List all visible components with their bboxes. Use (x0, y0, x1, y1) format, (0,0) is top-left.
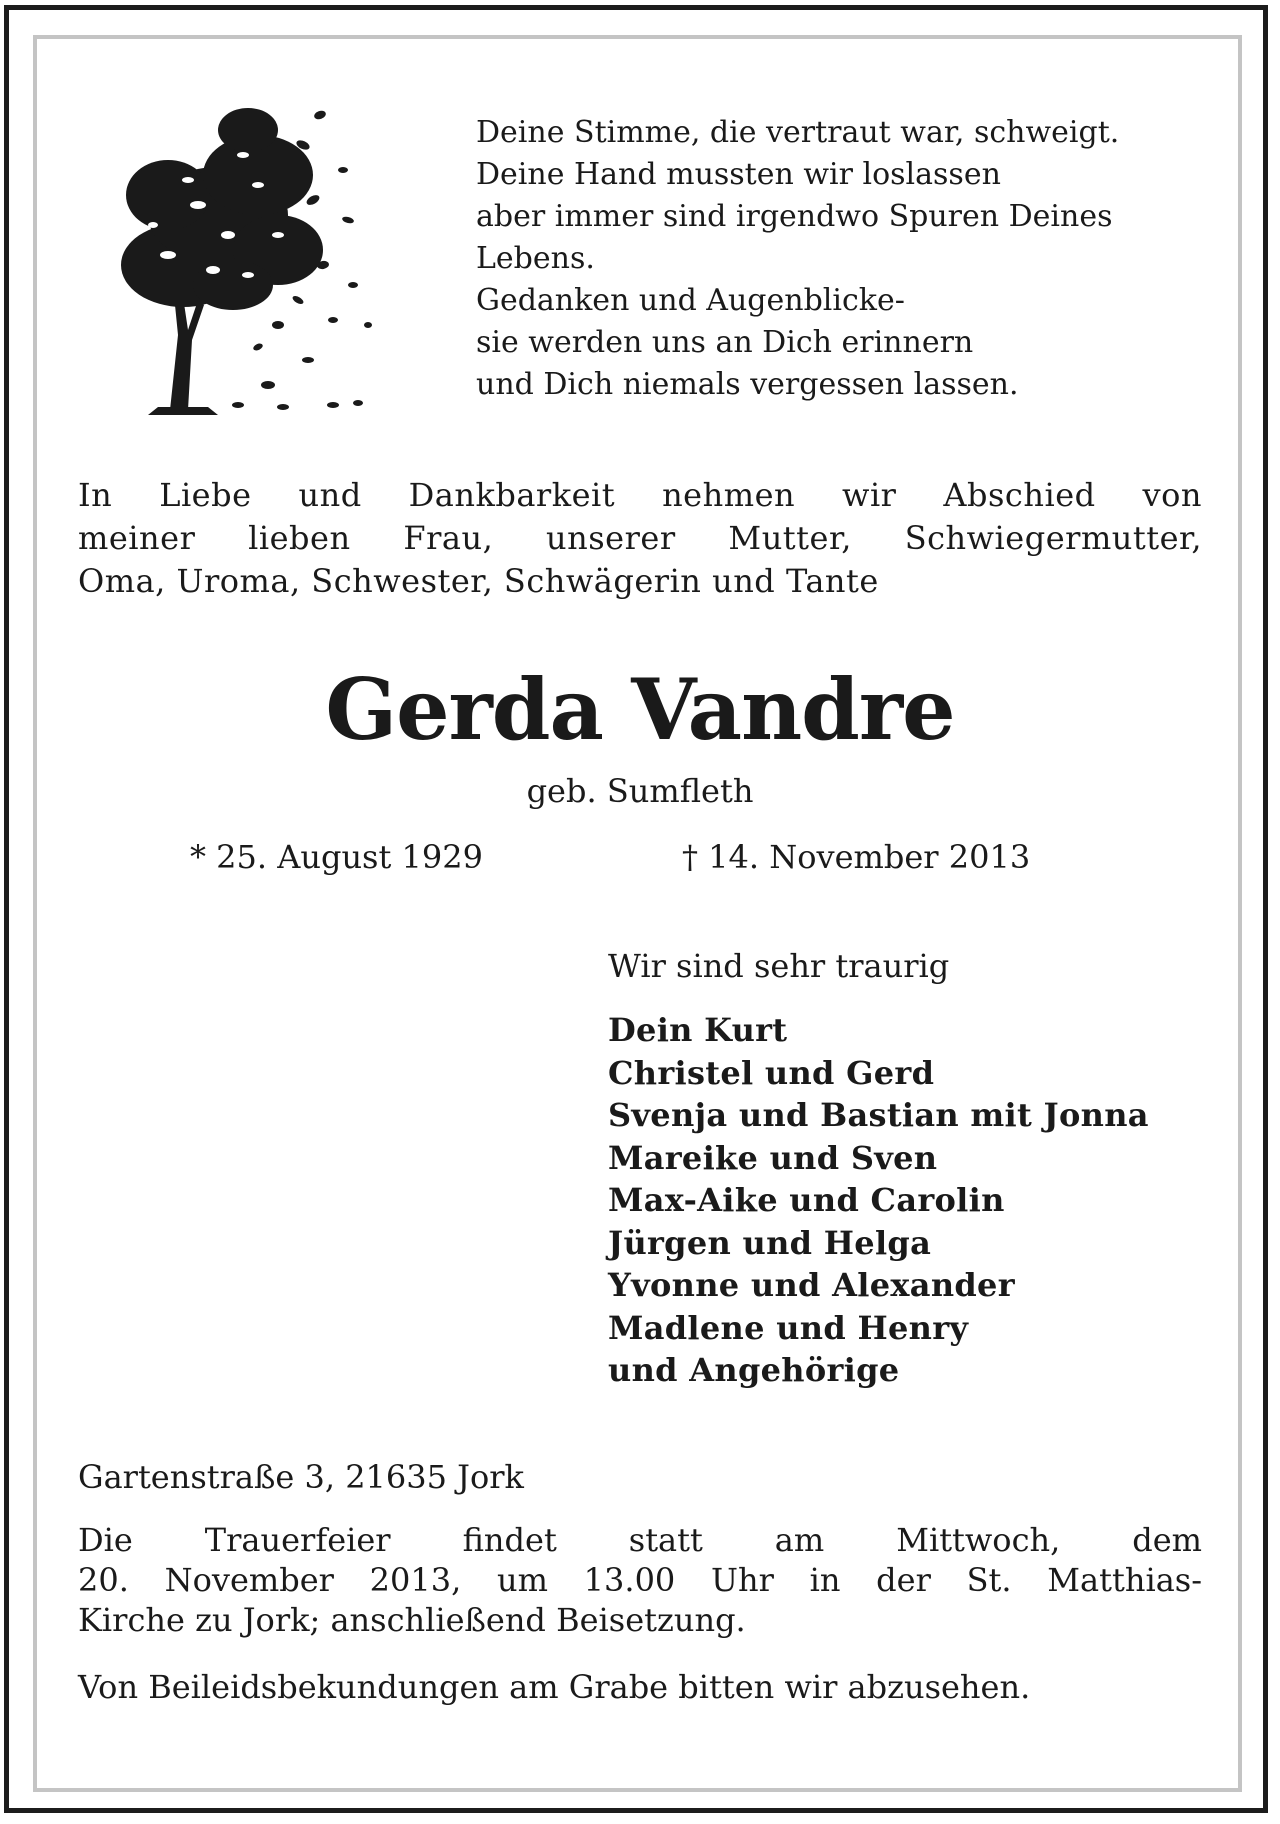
ceremony-info (78, 1520, 1202, 1640)
death-date: † 14. November 2013 (682, 838, 1031, 876)
ceremony-line: Die Trauerfeier findet statt am Mittwoch, dem (78, 1521, 1202, 1559)
poem-line: Gedanken und Augenblicke- (476, 283, 905, 318)
poem-line: sie werden uns an Dich erinnern (476, 325, 974, 360)
poem-line: Deine Stimme, die vertraut war, schweigt. (476, 115, 1120, 150)
mourner-name: Mareike und Sven (608, 1138, 938, 1177)
ceremony-line: 20. November 2013, um 13.00 Uhr in der St. Matthias- (78, 1561, 1202, 1599)
poem-line: Lebens. (476, 241, 595, 276)
windblown-tree-icon (108, 85, 378, 415)
farewell-intro (78, 474, 1202, 603)
mourners-intro: Wir sind sehr traurig (608, 947, 950, 985)
mourner-name: Svenja und Bastian mit Jonna (608, 1096, 1149, 1134)
address: Gartenstraße 3, 21635 Jork (78, 1458, 524, 1496)
mourner-name: Max-Aike und Carolin (608, 1181, 1005, 1219)
maiden-name: geb. Sumfleth (526, 772, 754, 810)
intro-line: Oma, Uroma, Schwester, Schwägerin und Tante (78, 562, 879, 600)
mourner-name: Madlene und Henry (608, 1308, 969, 1347)
poem-line: Deine Hand mussten wir loslassen (476, 157, 1001, 192)
condolence-note: Von Beileidsbekundungen am Grabe bitten wir abzusehen. (78, 1668, 1031, 1706)
deceased-name: Gerda Vandre (325, 660, 955, 759)
mourner-name: und Angehörige (608, 1351, 900, 1389)
intro-line: meiner lieben Frau, unserer Mutter, Schwiegermutter, (78, 519, 1202, 557)
birth-date: * 25. August 1929 (190, 838, 483, 876)
mourner-name: Christel und Gerd (608, 1053, 935, 1092)
mourner-name: Yvonne und Alexander (608, 1266, 1015, 1304)
poem-line: aber immer sind irgendwo Spuren Deines (476, 199, 1113, 234)
intro-line: In Liebe und Dankbarkeit nehmen wir Abschied von (78, 476, 1202, 514)
poem-line: und Dich niemals vergessen lassen. (476, 367, 1019, 402)
memorial-poem (476, 112, 1216, 406)
ceremony-line: Kirche zu Jork; anschließend Beisetzung. (78, 1601, 746, 1639)
mourners-list (608, 1009, 1149, 1392)
mourner-name: Dein Kurt (608, 1011, 788, 1049)
mourner-name: Jürgen und Helga (608, 1223, 932, 1262)
